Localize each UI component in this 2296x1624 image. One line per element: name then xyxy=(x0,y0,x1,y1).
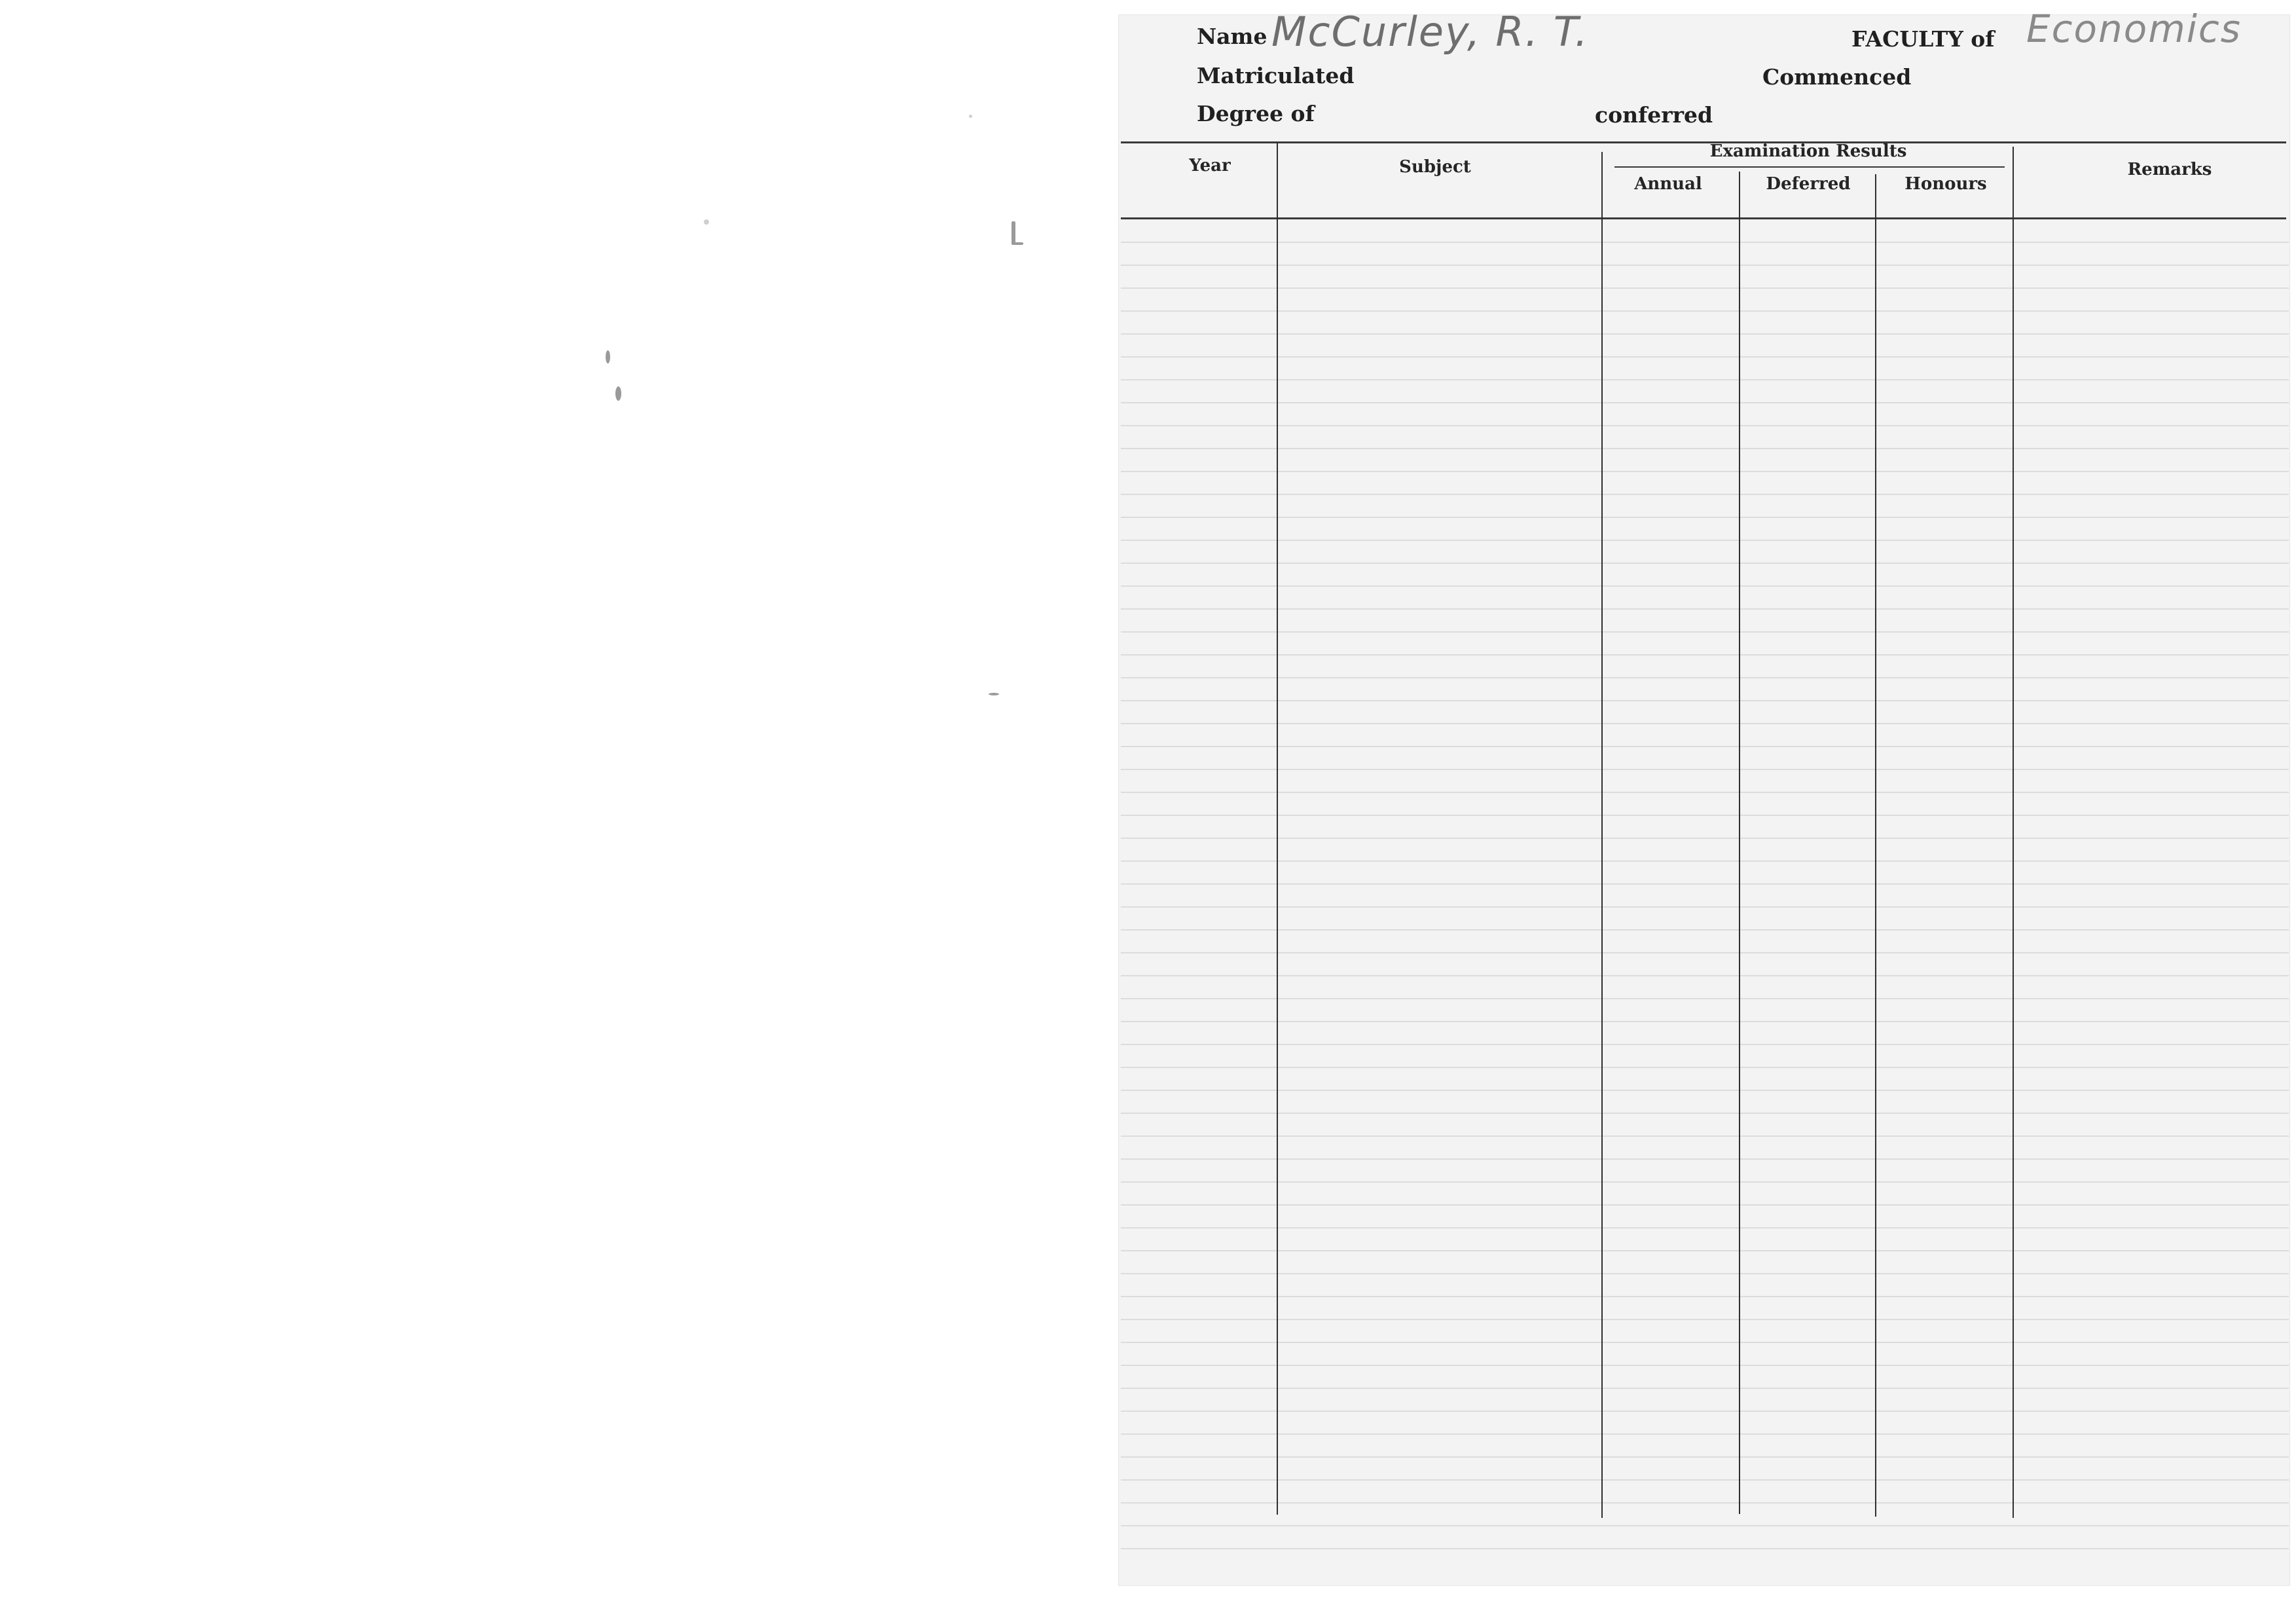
ruled-lines xyxy=(1121,220,2289,1556)
header-honours: Honours xyxy=(1904,174,1987,194)
header-year: Year xyxy=(1189,156,1231,175)
scan-mark xyxy=(606,350,610,363)
column-divider-honours-remarks xyxy=(2013,147,2014,1518)
header-subject: Subject xyxy=(1399,157,1471,177)
faculty-label: FACULTY of xyxy=(1851,26,1995,52)
header-annual: Annual xyxy=(1634,174,1702,194)
faculty-value: Economics xyxy=(2026,7,2242,51)
scan-mark xyxy=(969,115,972,118)
exam-results-rule xyxy=(1614,166,2005,168)
blank-left-page xyxy=(0,0,1113,1624)
table-top-rule xyxy=(1121,141,2286,143)
conferred-label: conferred xyxy=(1595,102,1713,128)
name-value: McCurley, R. T. xyxy=(1271,8,1590,56)
header-deferred: Deferred xyxy=(1766,174,1851,194)
column-divider-year-subject xyxy=(1277,143,1278,1515)
column-divider-deferred-honours xyxy=(1875,174,1876,1517)
scan-mark xyxy=(1011,221,1015,245)
name-label: Name xyxy=(1197,24,1267,49)
column-divider-annual-deferred xyxy=(1739,172,1740,1514)
header-remarks: Remarks xyxy=(2127,160,2212,179)
column-divider-subject-annual xyxy=(1601,152,1603,1518)
header-exam-results: Examination Results xyxy=(1709,141,1907,161)
header-bottom-rule xyxy=(1121,217,2286,219)
degree-label: Degree of xyxy=(1197,101,1315,126)
scan-mark xyxy=(1011,242,1023,245)
scan-mark xyxy=(989,693,999,695)
scan-mark xyxy=(615,386,621,401)
matriculated-label: Matriculated xyxy=(1197,63,1355,88)
commenced-label: Commenced xyxy=(1762,64,1912,90)
scan-mark xyxy=(704,219,709,225)
